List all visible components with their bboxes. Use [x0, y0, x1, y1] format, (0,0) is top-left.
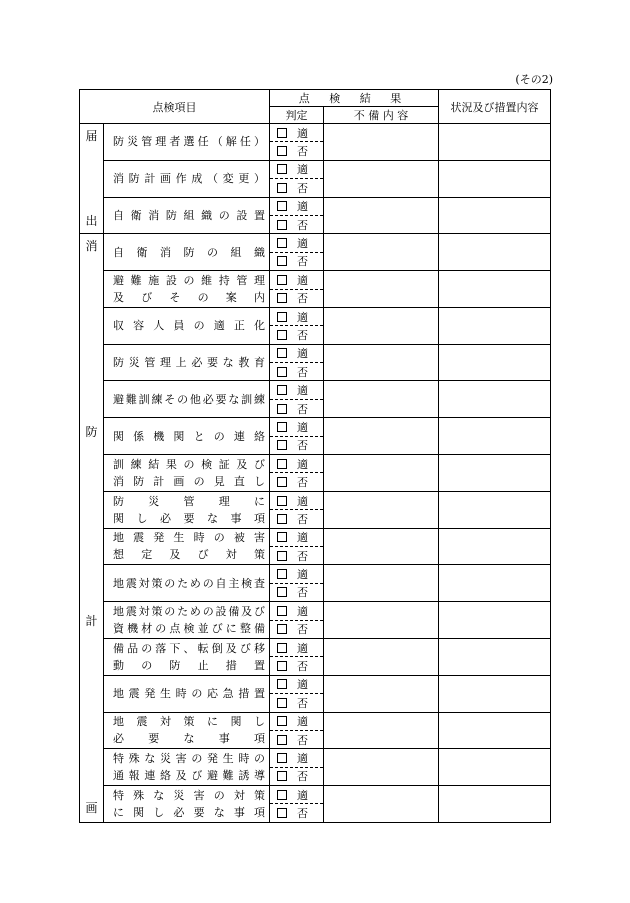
- option-label: 適: [297, 237, 308, 251]
- option-label: 否: [297, 328, 308, 342]
- checkbox[interactable]: [277, 256, 287, 266]
- option-label: 適: [297, 273, 308, 287]
- status-cell[interactable]: [439, 491, 551, 528]
- checkbox[interactable]: [277, 514, 287, 524]
- status-cell[interactable]: [439, 271, 551, 308]
- item-label-line: 地震対策に関し: [113, 715, 265, 729]
- deficiency-cell[interactable]: [324, 160, 439, 197]
- item-label-line: に関し必要な事項: [113, 805, 265, 819]
- deficiency-cell[interactable]: [324, 675, 439, 712]
- option-label: 否: [297, 549, 308, 563]
- item-label: [104, 455, 270, 492]
- item-label-line: 特殊な災害の対策: [113, 788, 265, 802]
- judge-ng-option[interactable]: [270, 767, 324, 785]
- item-label-line: 防災管理に: [113, 494, 265, 508]
- option-label: 適: [297, 715, 308, 729]
- status-cell[interactable]: [439, 160, 551, 197]
- option-label: 適: [297, 347, 308, 361]
- status-cell[interactable]: [439, 197, 551, 234]
- item-label-line: 消防計画の見直し: [113, 474, 265, 488]
- option-label: 適: [297, 126, 308, 140]
- checkbox[interactable]: [277, 808, 287, 818]
- category-notification: [80, 124, 104, 234]
- status-cell[interactable]: [439, 234, 551, 271]
- item-label: [104, 271, 270, 308]
- checkbox[interactable]: [277, 146, 287, 156]
- judge-ng-option[interactable]: [270, 583, 324, 601]
- option-label: 否: [297, 365, 308, 379]
- option-label: 否: [297, 660, 308, 674]
- item-label-line: 消防計画作成（変更）: [113, 172, 265, 186]
- option-label: 否: [297, 807, 308, 821]
- judge-ok-option[interactable]: [270, 160, 324, 178]
- category-fire_plan: [80, 234, 104, 823]
- judge-ok-option[interactable]: [270, 381, 324, 399]
- status-cell[interactable]: [439, 786, 551, 823]
- option-label: 否: [297, 623, 308, 637]
- checkbox[interactable]: [277, 459, 287, 469]
- option-label: 適: [297, 678, 308, 692]
- item-label: [104, 234, 270, 271]
- option-label: 否: [297, 292, 308, 306]
- item-label: [104, 418, 270, 455]
- judge-ng-option[interactable]: [270, 399, 324, 417]
- category-char: 防: [85, 425, 98, 440]
- item-label-line: 資機材の点検並びに整備: [113, 622, 265, 636]
- judge-ng-option[interactable]: [270, 363, 324, 381]
- option-label: 適: [297, 751, 308, 765]
- item-label: [104, 712, 270, 749]
- judge-ok-option[interactable]: [270, 271, 324, 289]
- checkbox[interactable]: [277, 440, 287, 450]
- deficiency-cell[interactable]: [324, 381, 439, 418]
- status-cell[interactable]: [439, 602, 551, 639]
- status-cell[interactable]: [439, 307, 551, 344]
- checkbox[interactable]: [277, 201, 287, 211]
- option-label: 否: [297, 181, 308, 195]
- judge-ok-option[interactable]: [270, 602, 324, 620]
- item-label: [104, 602, 270, 639]
- option-label: 否: [297, 770, 308, 784]
- option-label: 否: [297, 696, 308, 710]
- judge-ok-option[interactable]: [270, 638, 324, 656]
- judge-ok-option[interactable]: [270, 712, 324, 730]
- category-char: 出: [85, 213, 98, 228]
- checkbox[interactable]: [277, 606, 287, 616]
- category-char: 画: [85, 800, 98, 815]
- status-cell[interactable]: [439, 712, 551, 749]
- item-label: [104, 565, 270, 602]
- checkbox[interactable]: [277, 587, 287, 597]
- judge-ok-option[interactable]: [270, 786, 324, 804]
- deficiency-cell[interactable]: [324, 197, 439, 234]
- deficiency-cell[interactable]: [324, 124, 439, 161]
- judge-ng-option[interactable]: [270, 546, 324, 564]
- item-label: [104, 528, 270, 565]
- checkbox[interactable]: [277, 753, 287, 763]
- judge-ok-option[interactable]: [270, 197, 324, 215]
- item-label-line: 避難施設の維持管理: [113, 274, 265, 288]
- option-label: 適: [297, 420, 308, 434]
- deficiency-cell[interactable]: [324, 491, 439, 528]
- status-cell[interactable]: [439, 418, 551, 455]
- judge-ng-option[interactable]: [270, 142, 324, 160]
- deficiency-cell[interactable]: [324, 565, 439, 602]
- judge-ng-option[interactable]: [270, 252, 324, 270]
- status-cell[interactable]: [439, 749, 551, 786]
- header-item: 点検項目: [80, 90, 270, 124]
- deficiency-cell[interactable]: [324, 712, 439, 749]
- item-label-line: 想定及び対策: [113, 548, 265, 562]
- checkbox[interactable]: [277, 698, 287, 708]
- item-label-line: 地震発生時の応急措置: [113, 687, 265, 701]
- checkbox[interactable]: [277, 293, 287, 303]
- checkbox[interactable]: [277, 422, 287, 432]
- checkbox[interactable]: [277, 551, 287, 561]
- judge-ng-option[interactable]: [270, 510, 324, 528]
- judge-ng-option[interactable]: [270, 804, 324, 822]
- item-label: [104, 160, 270, 197]
- option-label: 否: [297, 145, 308, 159]
- deficiency-cell[interactable]: [324, 602, 439, 639]
- judge-ng-option[interactable]: [270, 730, 324, 748]
- judge-ok-option[interactable]: [270, 455, 324, 473]
- item-label: [104, 197, 270, 234]
- judge-ng-option[interactable]: [270, 289, 324, 307]
- option-label: 否: [297, 586, 308, 600]
- item-label: [104, 344, 270, 381]
- judge-ok-option[interactable]: [270, 565, 324, 583]
- checkbox[interactable]: [277, 238, 287, 248]
- status-cell[interactable]: [439, 455, 551, 492]
- judge-ng-option[interactable]: [270, 436, 324, 454]
- item-label-line: 必要な事項: [113, 732, 265, 746]
- item-label-line: 通報連絡及び避難誘導: [113, 769, 265, 783]
- item-label-line: 関し必要な事項: [113, 511, 265, 525]
- option-label: 否: [297, 255, 308, 269]
- judge-ng-option[interactable]: [270, 215, 324, 233]
- status-cell[interactable]: [439, 675, 551, 712]
- category-char: 消: [85, 239, 98, 254]
- judge-ok-option[interactable]: [270, 675, 324, 693]
- judge-ok-option[interactable]: [270, 418, 324, 436]
- checkbox[interactable]: [277, 312, 287, 322]
- deficiency-cell[interactable]: [324, 234, 439, 271]
- checkbox[interactable]: [277, 404, 287, 414]
- option-label: 適: [297, 531, 308, 545]
- judge-ng-option[interactable]: [270, 473, 324, 491]
- status-cell[interactable]: [439, 381, 551, 418]
- deficiency-cell[interactable]: [324, 749, 439, 786]
- category-char: 届: [85, 128, 98, 143]
- option-label: 適: [297, 310, 308, 324]
- item-label-line: 備品の落下、転倒及び移: [113, 641, 265, 655]
- inspection-table: [79, 89, 551, 823]
- option-label: 適: [297, 641, 308, 655]
- item-label-line: 自衛消防組織の設置: [113, 208, 265, 222]
- item-label: [104, 786, 270, 823]
- option-label: 適: [297, 604, 308, 618]
- option-label: 適: [297, 788, 308, 802]
- checkbox[interactable]: [277, 661, 287, 671]
- option-label: 否: [297, 733, 308, 747]
- option-label: 適: [297, 568, 308, 582]
- checkbox[interactable]: [277, 477, 287, 487]
- item-label: [104, 675, 270, 712]
- status-cell[interactable]: [439, 638, 551, 675]
- judge-ng-option[interactable]: [270, 326, 324, 344]
- item-label-line: 地震対策のための自主検査: [113, 576, 265, 590]
- checkbox[interactable]: [277, 643, 287, 653]
- option-label: 適: [297, 200, 308, 214]
- checkbox[interactable]: [277, 164, 287, 174]
- status-cell[interactable]: [439, 124, 551, 161]
- item-label-line: 及びその案内: [113, 291, 265, 305]
- item-label-line: 関係機関との連絡: [113, 429, 265, 443]
- category-char: 計: [85, 614, 98, 629]
- judge-ng-option[interactable]: [270, 694, 324, 712]
- item-label: [104, 749, 270, 786]
- header-judgement: 判定: [270, 107, 324, 124]
- checkbox[interactable]: [277, 183, 287, 193]
- checkbox[interactable]: [277, 790, 287, 800]
- option-label: 適: [297, 384, 308, 398]
- checkbox[interactable]: [277, 771, 287, 781]
- page-label: (その2): [515, 73, 553, 86]
- checkbox[interactable]: [277, 128, 287, 138]
- option-label: 適: [297, 457, 308, 471]
- item-label-line: 地震対策のための設備及び: [113, 605, 265, 619]
- status-cell[interactable]: [439, 528, 551, 565]
- checkbox[interactable]: [277, 679, 287, 689]
- item-label-line: 収容人員の適正化: [113, 319, 265, 333]
- header-deficiency: 不 備 内 容: [324, 107, 439, 124]
- judge-ng-option[interactable]: [270, 179, 324, 197]
- checkbox[interactable]: [277, 624, 287, 634]
- deficiency-cell[interactable]: [324, 307, 439, 344]
- judge-ok-option[interactable]: [270, 749, 324, 767]
- judge-ok-option[interactable]: [270, 491, 324, 509]
- checkbox[interactable]: [277, 275, 287, 285]
- checkbox[interactable]: [277, 385, 287, 395]
- item-label-line: 動の防止措置: [113, 658, 265, 672]
- checkbox[interactable]: [277, 348, 287, 358]
- option-label: 否: [297, 402, 308, 416]
- option-label: 適: [297, 494, 308, 508]
- judge-ng-option[interactable]: [270, 657, 324, 675]
- deficiency-cell[interactable]: [324, 271, 439, 308]
- checkbox[interactable]: [277, 330, 287, 340]
- header-result: 点 検 結 果: [270, 90, 439, 107]
- deficiency-cell[interactable]: [324, 344, 439, 381]
- checkbox[interactable]: [277, 569, 287, 579]
- status-cell[interactable]: [439, 344, 551, 381]
- checkbox[interactable]: [277, 716, 287, 726]
- option-label: 適: [297, 163, 308, 177]
- item-label: [104, 491, 270, 528]
- checkbox[interactable]: [277, 532, 287, 542]
- item-label: [104, 124, 270, 161]
- judge-ok-option[interactable]: [270, 124, 324, 142]
- checkbox[interactable]: [277, 220, 287, 230]
- item-label-line: 自衛消防の組織: [113, 245, 265, 259]
- item-label-line: 防災管理者選任（解任）: [113, 135, 265, 149]
- checkbox[interactable]: [277, 367, 287, 377]
- item-label-line: 防災管理上必要な教育: [113, 356, 265, 370]
- deficiency-cell[interactable]: [324, 786, 439, 823]
- judge-ok-option[interactable]: [270, 307, 324, 325]
- judge-ng-option[interactable]: [270, 620, 324, 638]
- judge-ok-option[interactable]: [270, 528, 324, 546]
- item-label: [104, 638, 270, 675]
- item-label: [104, 381, 270, 418]
- deficiency-cell[interactable]: [324, 528, 439, 565]
- option-label: 否: [297, 439, 308, 453]
- item-label-line: 地震発生時の被害: [113, 531, 265, 545]
- judge-ok-option[interactable]: [270, 344, 324, 362]
- deficiency-cell[interactable]: [324, 638, 439, 675]
- judge-ok-option[interactable]: [270, 234, 324, 252]
- item-label-line: 特殊な災害の発生時の: [113, 752, 265, 766]
- checkbox[interactable]: [277, 735, 287, 745]
- item-label-line: 訓練結果の検証及び: [113, 457, 265, 471]
- header-status: 状況及び措置内容: [439, 90, 551, 124]
- option-label: 否: [297, 512, 308, 526]
- option-label: 否: [297, 218, 308, 232]
- item-label-line: 避難訓練その他必要な訓練: [113, 392, 265, 406]
- checkbox[interactable]: [277, 496, 287, 506]
- status-cell[interactable]: [439, 565, 551, 602]
- option-label: 否: [297, 476, 308, 490]
- deficiency-cell[interactable]: [324, 455, 439, 492]
- item-label: [104, 307, 270, 344]
- deficiency-cell[interactable]: [324, 418, 439, 455]
